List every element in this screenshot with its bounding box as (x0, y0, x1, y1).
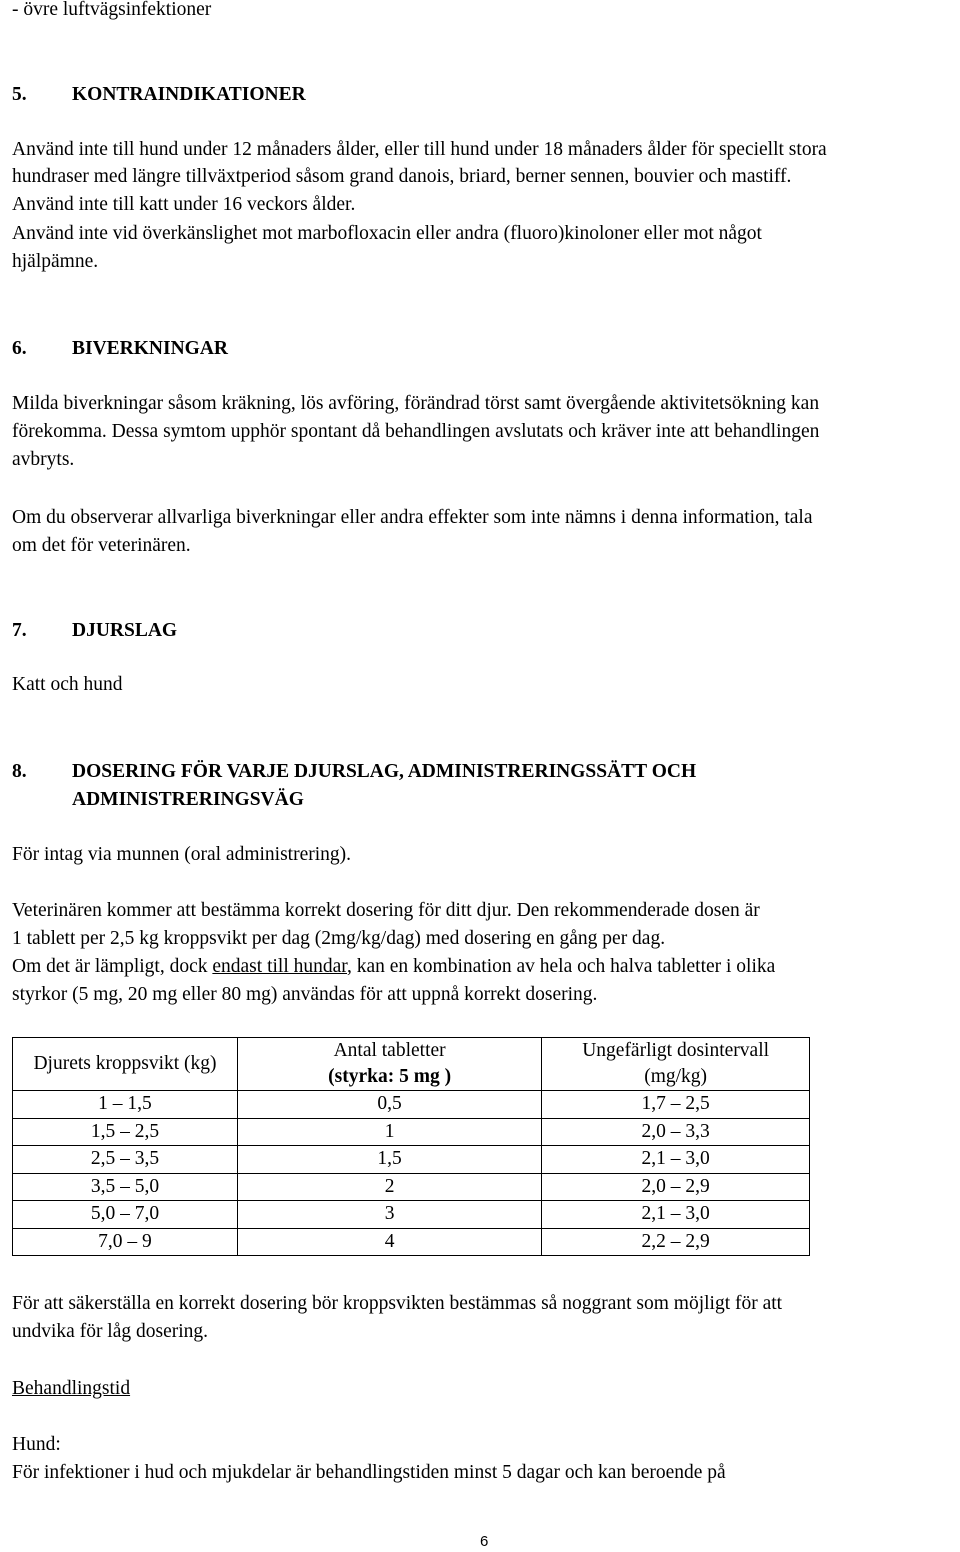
paragraph-line: För intag via munnen (oral administrering). (12, 844, 352, 865)
table-row (13, 1173, 810, 1201)
table-row (13, 1091, 810, 1119)
table-cell: 1 (237, 1118, 541, 1146)
table-row (13, 1228, 810, 1256)
header-strength: (styrka: 5 mg ) (328, 1066, 452, 1087)
paragraph-line: Använd inte till katt under 16 veckors ålder. (12, 194, 356, 215)
table-cell: 1 – 1,5 (13, 1091, 238, 1119)
subheading-behandlingstid: Behandlingstid (12, 1378, 131, 1399)
table-cell: 1,7 – 2,5 (542, 1091, 810, 1119)
table-cell: 0,5 (237, 1091, 541, 1119)
header-dose-interval (542, 1038, 810, 1091)
header-unit: (mg/kg) (644, 1066, 708, 1087)
table-cell: 2,0 – 3,3 (542, 1118, 810, 1146)
table-cell: 2 (237, 1173, 541, 1201)
underlined-text: endast till hundar (212, 956, 347, 977)
paragraph-line: Om du observerar allvarliga biverkningar eller andra effekter som inte nämns i denna information, tala (12, 507, 813, 528)
table-row (13, 1201, 810, 1229)
list-item-upper-respiratory: - övre luftvägsinfektioner (12, 0, 212, 20)
section-number: 8. (12, 761, 27, 782)
paragraph-line: Använd inte till hund under 12 månaders ålder, eller till hund under 18 månaders ålder för speciellt stora (12, 139, 827, 160)
paragraph-line: undvika för låg dosering. (12, 1321, 209, 1342)
section-7-heading (12, 617, 177, 645)
paragraph-line: Katt och hund (12, 674, 123, 695)
header-text: Ungefärligt dosintervall (582, 1040, 770, 1061)
table-cell: 2,1 – 3,0 (542, 1146, 810, 1174)
table-cell: 1,5 (237, 1146, 541, 1174)
table-cell: 3,5 – 5,0 (13, 1173, 238, 1201)
section-8-heading (12, 758, 696, 786)
paragraph-line: avbryts. (12, 449, 75, 470)
paragraph-line: Använd inte vid överkänslighet mot marbofloxacin eller andra (fluoro)kinoloner eller mot något (12, 223, 762, 244)
section-5-heading (12, 81, 306, 109)
header-text: Antal tabletter (333, 1040, 446, 1061)
dosage-table (12, 1037, 810, 1256)
table-cell: 2,1 – 3,0 (542, 1201, 810, 1229)
paragraph-line: hundraser med längre tillväxtperiod såsom grand danois, briard, berner sennen, bouvier och mastiff. (12, 166, 792, 187)
table-cell: 7,0 – 9 (13, 1228, 238, 1256)
section-6-heading (12, 335, 228, 363)
text-run: Om det är lämpligt, dock (12, 956, 213, 977)
section-title: DOSERING FÖR VARJE DJURSLAG, ADMINISTRERINGSSÄTT OCH (72, 761, 697, 782)
paragraph-line (12, 953, 775, 981)
paragraph-line: Veterinären kommer att bestämma korrekt dosering för ditt djur. Den rekommenderade dosen är (12, 900, 760, 921)
section-title-continued: ADMINISTRERINGSVÄG (72, 789, 304, 810)
table-cell: 5,0 – 7,0 (13, 1201, 238, 1229)
paragraph-line: förekomma. Dessa symtom upphör spontant då behandlingen avslutats och kräver inte att behandlingen (12, 421, 820, 442)
table-cell: 2,2 – 2,9 (542, 1228, 810, 1256)
table-cell: 4 (237, 1228, 541, 1256)
paragraph-line: hjälpämne. (12, 251, 99, 272)
label-hund: Hund: (12, 1434, 61, 1455)
table-cell: 2,5 – 3,5 (13, 1146, 238, 1174)
table-row (13, 1118, 810, 1146)
paragraph-line: styrkor (5 mg, 20 mg eller 80 mg) användas för att uppnå korrekt dosering. (12, 984, 598, 1005)
section-title: DJURSLAG (72, 620, 178, 641)
table-cell: 2,0 – 2,9 (542, 1173, 810, 1201)
paragraph-line: För att säkerställa en korrekt dosering bör kroppsvikten bestämmas så noggrant som möjligt för att (12, 1293, 783, 1314)
paragraph-line: 1 tablett per 2,5 kg kroppsvikt per dag (2mg/kg/dag) med dosering en gång per dag. (12, 928, 666, 949)
table-cell: 1,5 – 2,5 (13, 1118, 238, 1146)
paragraph-line: För infektioner i hud och mjukdelar är behandlingstiden minst 5 dagar och kan beroende på (12, 1462, 726, 1483)
section-number: 6. (12, 338, 27, 359)
table-header-row (13, 1038, 810, 1091)
header-body-weight: Djurets kroppsvikt (kg) (13, 1038, 238, 1091)
text-run: , kan en kombination av hela och halva tabletter i olika (346, 956, 776, 977)
paragraph-line: Milda biverkningar såsom kräkning, lös avföring, förändrad törst samt övergående aktivitetsökning kan (12, 393, 820, 414)
paragraph-line: om det för veterinären. (12, 535, 191, 556)
table-cell: 3 (237, 1201, 541, 1229)
section-title: BIVERKNINGAR (72, 338, 229, 359)
table-row (13, 1146, 810, 1174)
header-tablet-count (237, 1038, 541, 1091)
page-number: 6 (480, 1533, 489, 1550)
section-number: 5. (12, 84, 27, 105)
section-title: KONTRAINDIKATIONER (72, 84, 306, 105)
section-number: 7. (12, 620, 27, 641)
